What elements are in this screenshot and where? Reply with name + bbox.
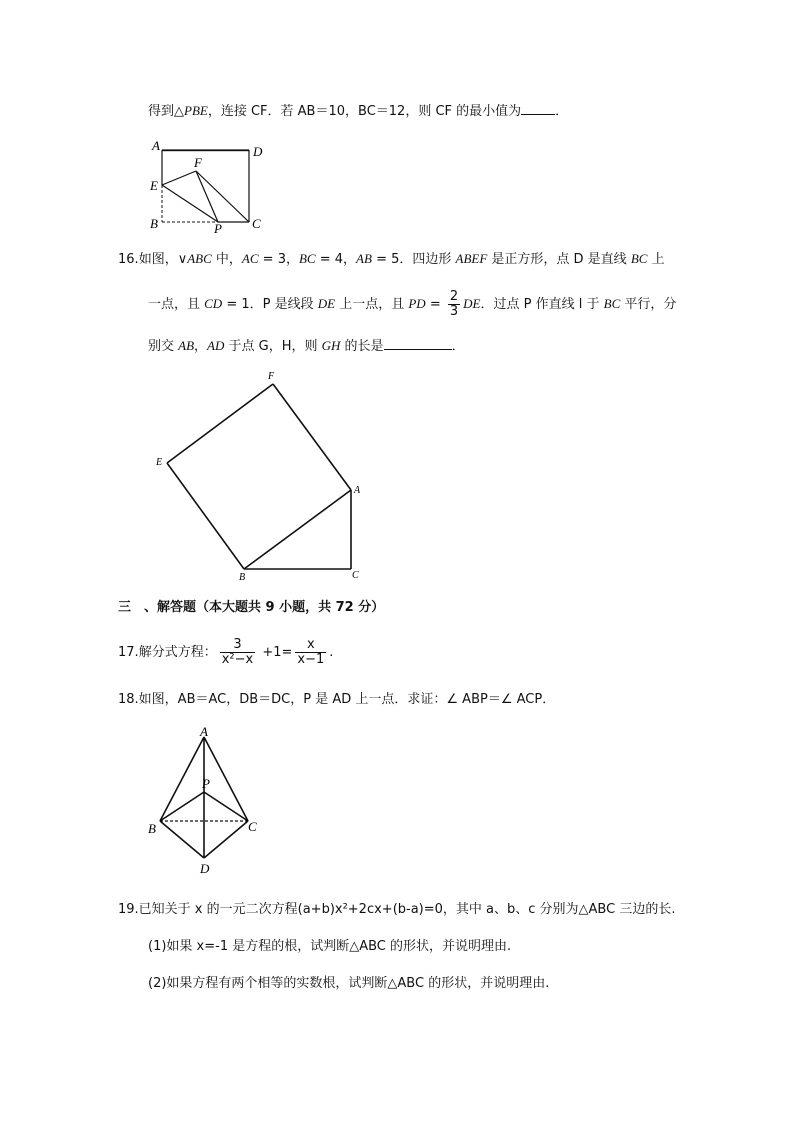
q17-f2-num: x [295, 638, 326, 653]
q15-triangle: △ [174, 104, 185, 119]
q16-seg-ba [244, 490, 351, 569]
q15-pbe: PBE [184, 103, 208, 118]
q15-label-c: C [252, 216, 261, 231]
q16-l3-c: 于点 G，H，则 [224, 339, 322, 354]
q16-number: 16. [118, 252, 139, 267]
q16-l2-eq: = [425, 297, 445, 312]
q18-seg-cp [204, 792, 248, 821]
q16-l2-bc: BC [603, 296, 621, 311]
q16-l3-a: 别交 [148, 339, 179, 354]
q16-line2 [148, 290, 676, 319]
q18-label-a: A [200, 724, 208, 739]
q15-figure [148, 138, 273, 234]
q15-seg-ef [162, 171, 196, 185]
q16-l1-d: 上 [647, 252, 665, 267]
q19-text: 19.已知关于 x 的一元二次方程(a+b)x²+2cx+(b-a)=0，其中 a、b、c 分别为△ABC 三边的长. [118, 902, 676, 917]
q16-l1-ab-v: = 5．四边形 [371, 252, 456, 267]
q15-label-e: E [150, 178, 158, 193]
q16-l1-ac-v: = 3， [258, 252, 299, 267]
q15-prefix: 得到 [148, 104, 175, 119]
q16-label-b: B [239, 572, 246, 583]
q16-l2-a: 一点，且 [148, 297, 205, 312]
q18-text: 18.如图，AB＝AC，DB＝DC，P 是 AD 上一点．求证：∠ ABP＝∠ ACP． [118, 692, 556, 707]
q16-l3-end: ． [451, 339, 465, 354]
q18-label-d: D [200, 861, 210, 876]
q17-fraction-2 [295, 638, 326, 667]
q16-l1-bc: BC [298, 251, 316, 266]
q16-line3 [148, 337, 465, 356]
q18-figure [145, 722, 265, 877]
q19-part2: (2)如果方程有两个相等的实数根，试判断△ABC 的形状，并说明理由. [148, 976, 550, 991]
q15-text [148, 102, 568, 121]
q17-text: 解分式方程： [138, 645, 217, 660]
q15-body: ，连接 CF．若 AB＝10，BC＝12，则 CF 的最小值为 [207, 104, 522, 119]
q16-fraction [448, 290, 460, 319]
q16-l2-de2: DE [463, 296, 481, 311]
q16-line1 [118, 250, 665, 269]
q16-l2-c: 上一点，且 [335, 297, 409, 312]
q16-label-e: E [156, 457, 163, 468]
q16-l3-ad: AD [207, 338, 225, 353]
q15-answer-blank [521, 102, 555, 115]
q18-seg-ab [160, 737, 204, 821]
q15-end: ． [555, 104, 569, 119]
section3-title: 三 、解答题（本大题共 9 小题，共 72 分） [118, 600, 385, 615]
q17-f1-den: x²−x [221, 652, 254, 667]
q16-l1-bc-v: = 4， [315, 252, 357, 267]
q16-label-a: A [354, 485, 361, 496]
q17-f1-num: 3 [220, 638, 256, 653]
q18-label-c: C [248, 819, 257, 834]
q16-l1-bc2: BC [630, 251, 648, 266]
q16-l1-tri: ∨ABC [177, 251, 212, 266]
q16-seg-ef [167, 384, 273, 463]
q16-l3-b: ， [194, 339, 208, 354]
q16-seg-eb [167, 463, 244, 569]
q18-seg-bp [160, 792, 204, 821]
q16-l2-b: = 1．P 是线段 [222, 297, 318, 312]
q17-plus: +1= [258, 645, 293, 660]
q16-l3-ab: AB [178, 338, 195, 353]
q16-l1-c: 是正方形，点 D 是直线 [487, 252, 631, 267]
q17-line [118, 636, 333, 670]
q15-label-a: A [152, 138, 160, 153]
q17-f2-den: x−1 [297, 652, 325, 667]
q15-label-b: B [150, 216, 158, 231]
q16-answer-blank [384, 337, 452, 350]
q16-label-f: F [268, 371, 275, 382]
q19-part1: (1)如果 x=-1 是方程的根，试判断△ABC 的形状，并说明理由. [148, 939, 512, 954]
q18-label-p: P [202, 776, 210, 791]
q16-l1-abef: ABEF [455, 251, 488, 266]
q16-l1-b: 中， [211, 252, 242, 267]
q16-l2-cd: CD [204, 296, 223, 311]
q16-frac-num: 2 [449, 289, 459, 304]
q17-number: 17. [118, 645, 139, 660]
q15-label-d: D [253, 144, 263, 159]
q16-label-c: C [352, 570, 359, 581]
q15-seg-fc [196, 171, 249, 222]
q17-end: . [329, 645, 334, 660]
q18-seg-cd [204, 821, 248, 858]
q16-seg-fa [273, 384, 351, 490]
q16-figure [150, 368, 370, 586]
q16-l2-d: ．过点 P 作直线 l 于 [480, 297, 604, 312]
q16-l2-de: DE [317, 296, 336, 311]
q16-l1-ab: AB [356, 251, 372, 266]
q18-seg-bd [160, 821, 204, 858]
q15-label-p: P [214, 221, 222, 234]
q16-l1-a: 如图， [138, 252, 178, 267]
q16-l2-e: 平行，分 [620, 297, 677, 312]
q17-fraction-1 [220, 638, 256, 667]
q16-l3-d: 的长是 [340, 339, 384, 354]
q16-frac-den: 3 [449, 304, 459, 319]
q16-l2-pd: PD [408, 296, 426, 311]
q16-l3-gh: GH [321, 338, 341, 353]
q15-label-f: F [194, 155, 202, 170]
q18-label-b: B [148, 821, 156, 836]
q16-l1-ac: AC [241, 251, 259, 266]
q18-seg-ac [204, 737, 248, 821]
